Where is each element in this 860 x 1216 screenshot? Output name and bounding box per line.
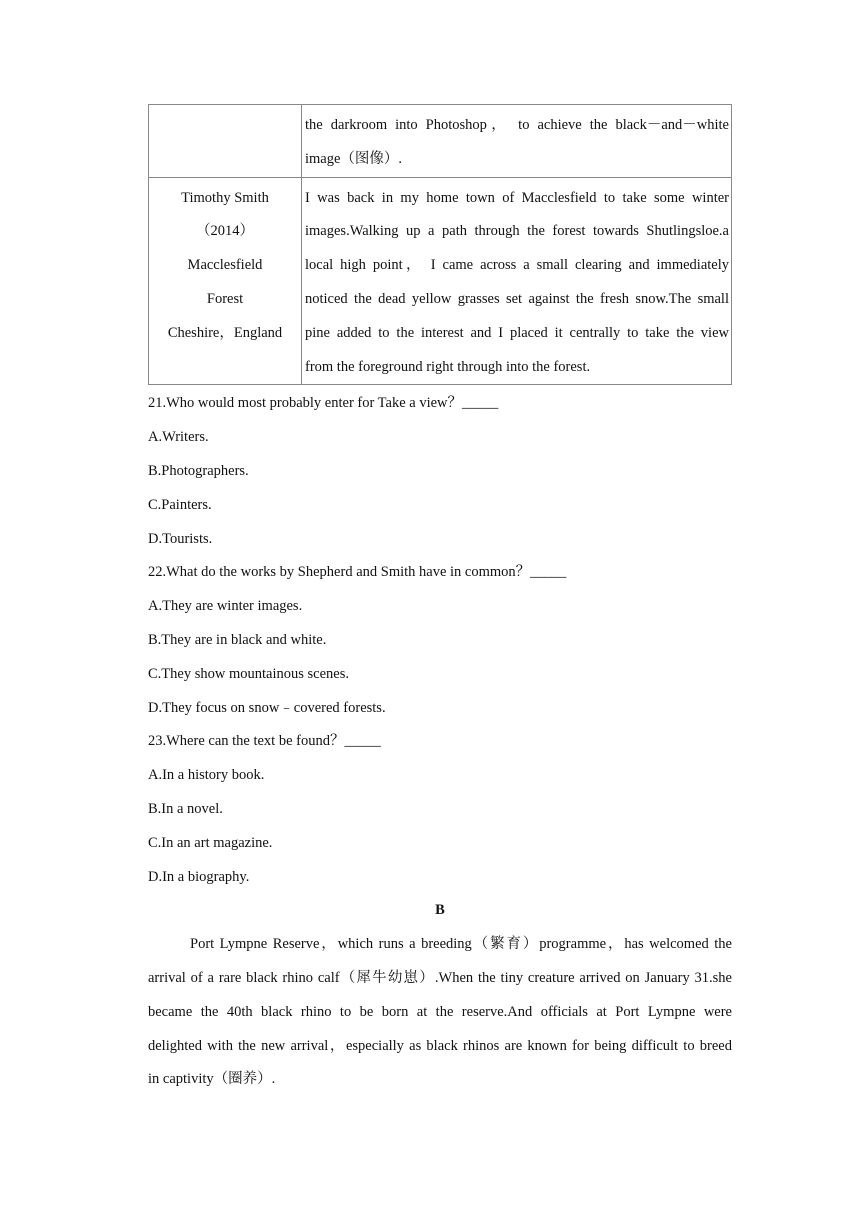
table-cell-description bbox=[302, 105, 732, 178]
paragraph-line: in captivity（圈养）. bbox=[148, 1071, 276, 1088]
table-cell-empty bbox=[149, 105, 302, 178]
answer-option: B.In a novel. bbox=[148, 800, 223, 817]
passage-b bbox=[148, 894, 732, 1097]
photo-location: Forest bbox=[206, 290, 244, 307]
photo-location: Macclesfield bbox=[187, 257, 263, 274]
cell-text-line: images.Walking up a path through the forest towards Shutlingsloe.a bbox=[305, 223, 729, 240]
answer-option: D.Tourists. bbox=[148, 530, 213, 547]
question-stem: 21.Who would most probably enter for Take a view？_____ bbox=[148, 395, 499, 412]
answer-option: A.They are winter images. bbox=[148, 598, 303, 615]
paragraph-line: became the 40th black rhino to be born at the reserve.And officials at Port Lympne were bbox=[148, 1003, 732, 1020]
answer-option: D.In a biography. bbox=[148, 868, 250, 885]
answer-option: C.They show mountainous scenes. bbox=[148, 665, 349, 682]
answer-option: C.Painters. bbox=[148, 496, 212, 513]
cell-text-line: I was back in my home town of Macclesfield to take some winter bbox=[305, 189, 729, 206]
question-stem: 22.What do the works by Shepherd and Smith have in common？_____ bbox=[148, 564, 567, 581]
photo-year: （2014） bbox=[196, 223, 254, 240]
cell-text-line: local high point， I came across a small clearing and immediately bbox=[305, 257, 729, 274]
table-cell-description bbox=[302, 177, 732, 385]
question-list bbox=[148, 387, 732, 894]
answer-option: D.They focus on snow﹣covered forests. bbox=[148, 699, 386, 716]
table-cell-photographer bbox=[149, 177, 302, 385]
cell-text-line: the darkroom into Photoshop， to achieve the black－and－white bbox=[305, 117, 729, 133]
cell-text-line: pine added to the interest and I placed it centrally to take the view bbox=[305, 324, 729, 341]
table-row bbox=[149, 105, 732, 178]
paragraph-line: Port Lympne Reserve，which runs a breeding（繁育）programme，has welcomed the bbox=[190, 936, 732, 953]
cell-text-line: noticed the dead yellow grasses set against the fresh snow.The small bbox=[305, 290, 729, 307]
photo-entries-table bbox=[148, 104, 732, 385]
answer-option: A.In a history book. bbox=[148, 767, 265, 784]
photo-location: Cheshire，England bbox=[167, 324, 283, 341]
cell-text-line: image（图像）. bbox=[305, 150, 403, 167]
answer-option: C.In an art magazine. bbox=[148, 834, 273, 851]
question-stem: 23.Where can the text be found？_____ bbox=[148, 733, 381, 750]
document-page bbox=[148, 104, 732, 1097]
answer-option: B.Photographers. bbox=[148, 462, 249, 479]
photographer-name: Timothy Smith bbox=[181, 189, 269, 206]
answer-option: B.They are in black and white. bbox=[148, 631, 327, 648]
cell-text-line: from the foreground right through into the forest. bbox=[305, 358, 591, 375]
paragraph-line: arrival of a rare black rhino calf（犀牛幼崽）.When the tiny creature arrived on January 31.she bbox=[148, 969, 732, 986]
table-row bbox=[149, 177, 732, 385]
paragraph-line: delighted with the new arrival，especially as black rhinos are known for being difficult to breed bbox=[148, 1037, 732, 1054]
answer-option: A.Writers. bbox=[148, 429, 209, 446]
section-heading: B bbox=[435, 902, 445, 919]
